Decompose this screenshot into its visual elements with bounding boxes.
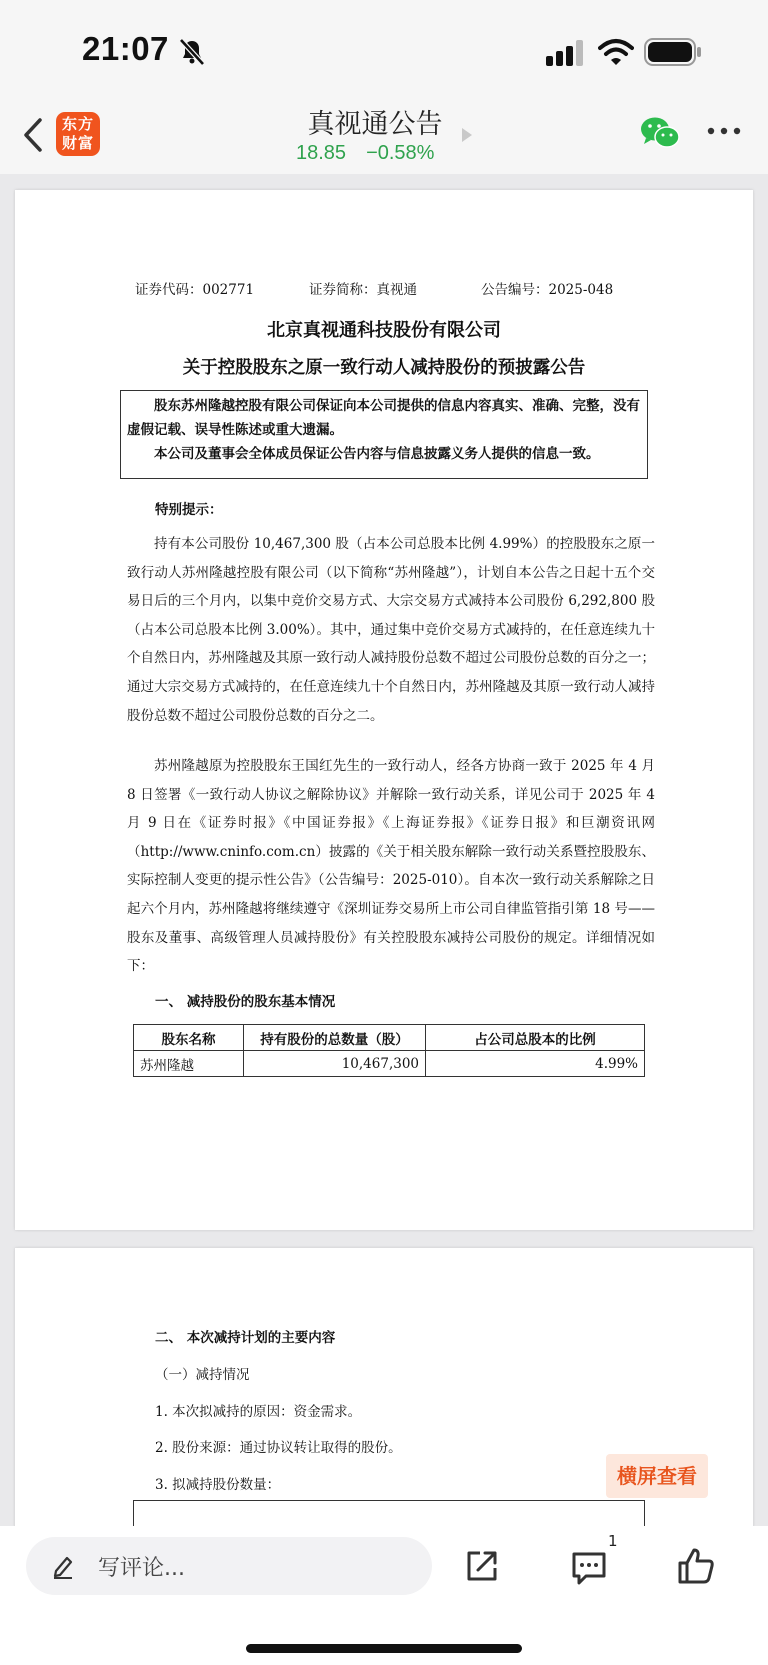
- share-icon[interactable]: [464, 1548, 500, 1584]
- back-icon[interactable]: [20, 114, 48, 156]
- status-bar: [0, 0, 768, 100]
- stock-change: −0.58%: [366, 142, 435, 164]
- special-notice-title: 特别提示：: [155, 502, 223, 518]
- table-row: [134, 1051, 645, 1077]
- table-cell: 4.99%: [426, 1051, 645, 1077]
- notice-box: [120, 390, 648, 479]
- shareholder-table: [133, 1024, 645, 1077]
- list-item: 3. 拟减持股份数量：: [155, 1477, 281, 1493]
- landscape-view-button[interactable]: 横屏查看: [606, 1454, 708, 1498]
- company-name: 北京真视通科技股份有限公司: [267, 320, 501, 341]
- paragraph-2: 苏州隆越原为控股股东王国红先生的一致行动人，经各方协商一致于 2025 年 4 月 8 日签署《一致行动人协议之解除协议》并解除一致行动关系，详见公司于 2025 年 4 月 9 日在《证券时报》《中国证券报》《上海证券报》《证券日报》和巨潮资讯网（http://www.cninfo.com.cn）披露的《关于相关股东解除一致行动关系暨控股股东、实际控制人变更的提示性公告》（公告编号：2025-010）。自本次一致行动关系解除之日起六个月内，苏州隆越将继续遵守《深圳证券交易所上市公司自律监管指引第 18 号——股东及董事、高级管理人员减持股份》有关控股股东减持公司股份的规定。详细情况如下：: [127, 758, 655, 975]
- table-header: 持有股份的总数量（股）: [244, 1025, 426, 1051]
- section-2-heading: 二、 本次减持计划的主要内容: [155, 1330, 336, 1346]
- page-title: 真视通公告: [307, 109, 443, 140]
- comment-input[interactable]: [26, 1537, 432, 1595]
- comment-placeholder: 写评论...: [98, 1556, 185, 1581]
- home-indicator[interactable]: [246, 1644, 522, 1653]
- subsection-heading: （一）减持情况: [155, 1367, 250, 1383]
- table-top-edge: [133, 1500, 645, 1528]
- table-header: 占公司总股本的比例: [426, 1025, 645, 1051]
- table-cell: 10,467,300: [244, 1051, 426, 1077]
- security-short-name: 证券简称：真视通: [309, 282, 417, 298]
- more-icon[interactable]: [706, 124, 742, 138]
- cellular-signal-icon: [546, 40, 586, 66]
- status-time: 21:07: [82, 30, 169, 67]
- logo-line1: 东方: [61, 115, 94, 133]
- wechat-share-icon[interactable]: [640, 116, 680, 150]
- security-code: 证券代码：002771: [135, 282, 255, 298]
- play-icon[interactable]: [462, 128, 472, 142]
- document-page-1[interactable]: [15, 190, 753, 1230]
- list-item: 1. 本次拟减持的原因：资金需求。: [155, 1404, 362, 1420]
- list-item: 2. 股份来源：通过协议转让取得的股份。: [155, 1440, 402, 1456]
- table-header: 股东名称: [134, 1025, 244, 1051]
- stock-price: 18.85: [296, 142, 347, 164]
- table-header-row: [134, 1025, 645, 1051]
- bottom-bar: [0, 1526, 768, 1665]
- wifi-icon: [598, 38, 634, 66]
- app-logo[interactable]: [56, 112, 100, 156]
- logo-line2: 财富: [61, 134, 94, 152]
- announcement-subject: 关于控股股东之原一致行动人减持股份的预披露公告: [182, 358, 586, 378]
- table-cell: 苏州隆越: [134, 1051, 244, 1077]
- battery-icon: [644, 37, 702, 67]
- section-1-heading: 一、 减持股份的股东基本情况: [155, 994, 336, 1010]
- pen-icon: [50, 1553, 76, 1579]
- paragraph-1: 持有本公司股份 10,467,300 股（占本公司总股本比例 4.99%）的控股股东之原一致行动人苏州隆越控股有限公司（以下简称“苏州隆越”），计划自本公告之日起十五个交易日后的三个月内，以集中竞价交易方式、大宗交易方式减持本公司股份 6,292,800 股（占本公司总股本比例 3.00%）。其中，通过集中竞价交易方式减持的，在任意连续九十个自然日内，苏州隆越及其原一致行动人减持股份总数不超过公司股份总数的百分之一；通过大宗交易方式减持的，在任意连续九十个自然日内，苏州隆越及其原一致行动人减持股份总数不超过公司股份总数的百分之二。: [127, 536, 655, 724]
- thumbs-up-icon[interactable]: [676, 1546, 716, 1586]
- notice-text-2: 本公司及董事会全体成员保证公告内容与信息披露义务人提供的信息一致。: [154, 446, 600, 462]
- stock-quote[interactable]: [296, 142, 454, 165]
- announcement-number: 公告编号：2025-048: [481, 282, 614, 298]
- comment-count-icon[interactable]: [570, 1550, 608, 1586]
- comment-count-badge: 1: [608, 1532, 618, 1550]
- bell-muted-icon: [178, 38, 206, 66]
- notice-text-1: 股东苏州隆越控股有限公司保证向本公司提供的信息内容真实、准确、完整，没有虚假记载、误导性陈述或重大遗漏。: [127, 398, 640, 438]
